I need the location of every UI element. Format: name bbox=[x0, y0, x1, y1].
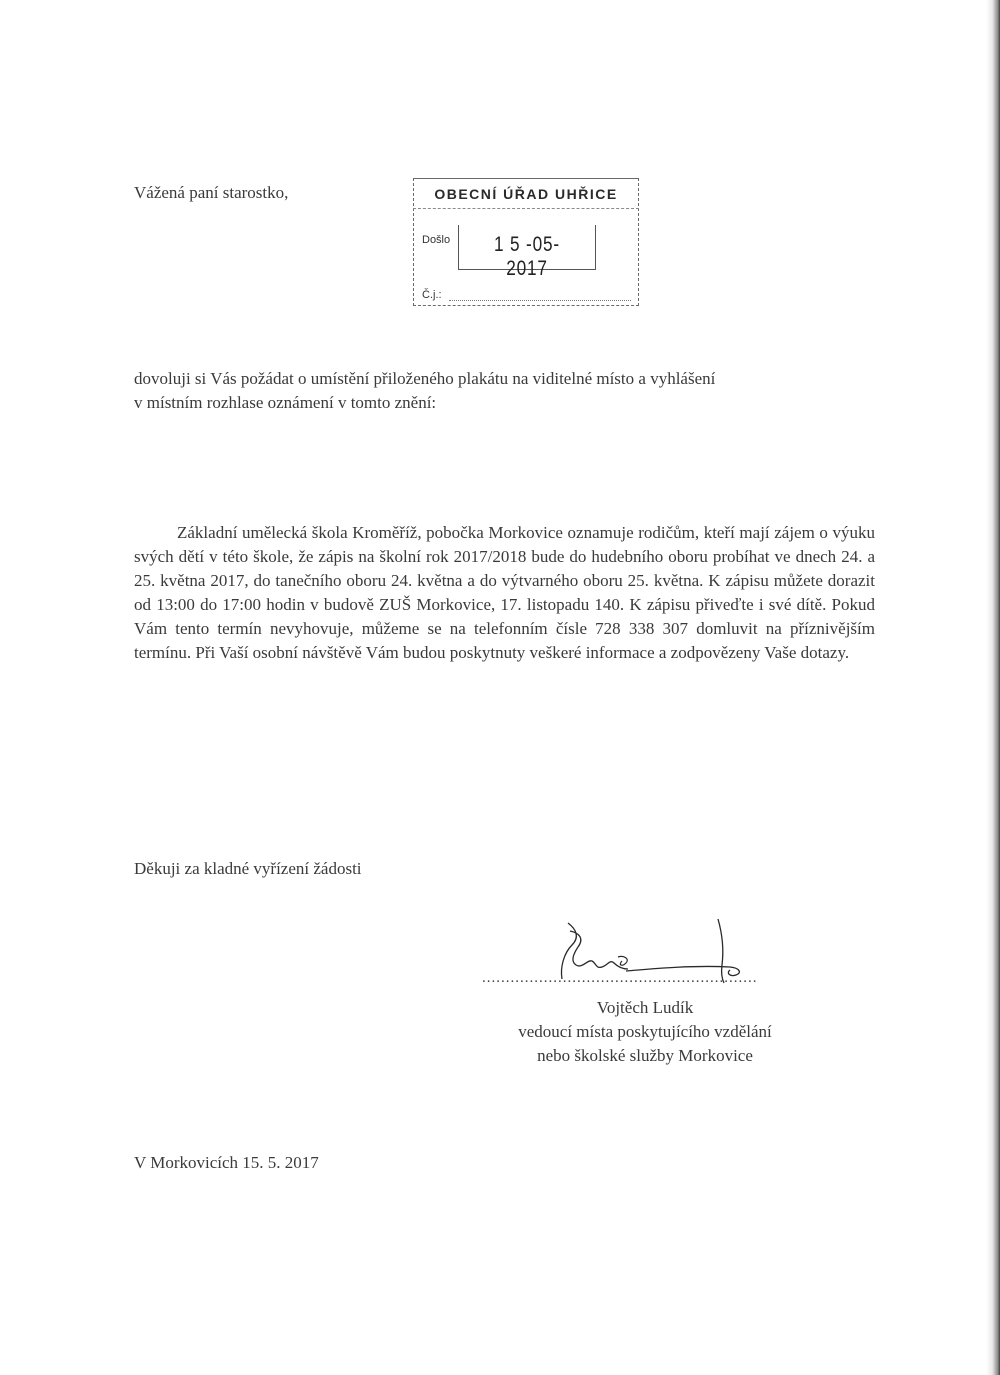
signature-line: .......................................................... bbox=[482, 970, 758, 986]
place-and-date: V Morkovicích 15. 5. 2017 bbox=[134, 1153, 319, 1172]
request-paragraph bbox=[134, 367, 834, 415]
stamp-received-date: 1 5 -05- 2017 bbox=[494, 233, 560, 280]
stamp-date-box bbox=[458, 225, 596, 280]
received-stamp bbox=[413, 178, 639, 306]
signer-block bbox=[480, 996, 810, 1068]
scan-edge-shadow bbox=[986, 0, 1000, 1375]
stamp-reference-label: Č.j.: bbox=[422, 289, 442, 301]
signer-title-line: nebo školské služby Morkovice bbox=[537, 1046, 753, 1065]
announcement-paragraph: Základní umělecká škola Kroměříž, pobočka Morkovice oznamuje rodičům, kteří mají zájem o výuku svých dětí v této škole, že zápis na školní rok 2017/2018 bude do hudebního oboru probíhat ve dnech 24. a 25. května 2017, do tanečního oboru 24. května a do výtvarného oboru 25. května. K zápisu můžete dorazit od 13:00 do 17:00 hodin v budově ZUŠ Morkovice, 17. listopadu 140. K zápisu přiveďte i své dítě. Pokud Vám tento termín nevyhovuje, můžeme se na telefonním čísle 728 338 307 domluvit na příznivějším termínu. Při Vaší osobní návštěvě Vám budou poskytnuty veškeré informace a zodpovězeny Vaše dotazy. bbox=[134, 523, 875, 662]
stamp-office-name: OBECNÍ ÚŘAD UHŘICE bbox=[434, 186, 618, 202]
stamp-received-label: Došlo bbox=[422, 234, 451, 246]
salutation: Vážená paní starostko, bbox=[134, 183, 289, 202]
stamp-divider bbox=[413, 208, 639, 209]
stamp-reference-line bbox=[449, 300, 631, 301]
request-line: v místním rozhlase oznámení v tomto znění: bbox=[134, 393, 437, 412]
signer-title-line: vedoucí místa poskytujícího vzdělání bbox=[518, 1022, 772, 1041]
signer-name: Vojtěch Ludík bbox=[596, 998, 694, 1017]
request-line: dovoluji si Vás požádat o umístění přiloženého plakátu na viditelné místo a vyhlášení bbox=[134, 369, 716, 388]
closing-line: Děkuji za kladné vyřízení žádosti bbox=[134, 859, 362, 878]
